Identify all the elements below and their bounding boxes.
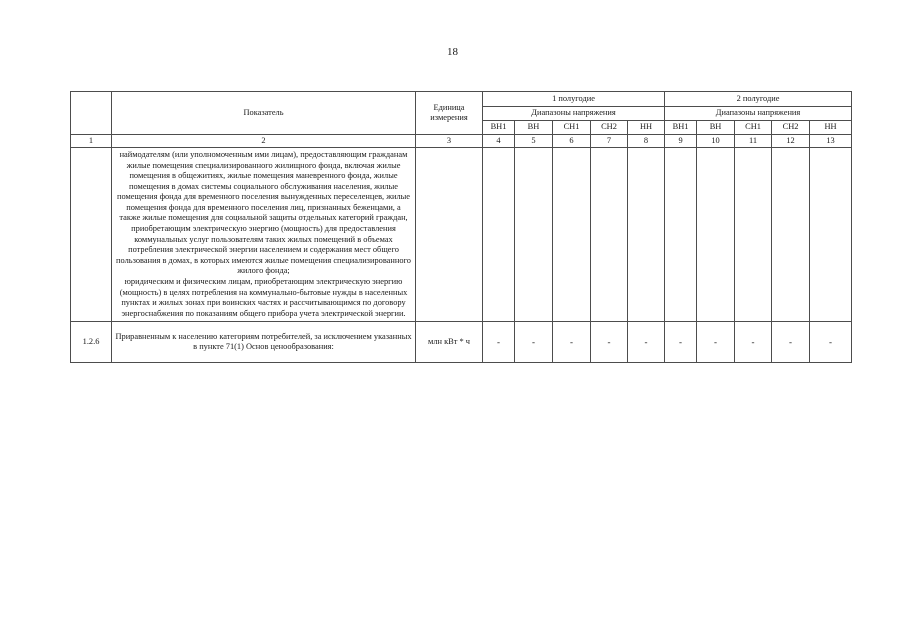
value-cell: - <box>628 322 665 363</box>
value-cell <box>810 148 852 322</box>
page-number: 18 <box>447 46 458 58</box>
column-number: 13 <box>810 135 852 148</box>
column-number: 8 <box>628 135 665 148</box>
column-number: 3 <box>416 135 483 148</box>
table-row <box>71 148 852 322</box>
data-table <box>70 91 852 363</box>
voltage-col-h1: ВН1 <box>483 121 515 135</box>
value-cell: - <box>665 322 697 363</box>
column-number: 10 <box>697 135 735 148</box>
value-cell: - <box>697 322 735 363</box>
voltage-col-h2: СН2 <box>772 121 810 135</box>
voltage-col-h2: ВН <box>697 121 735 135</box>
column-number: 7 <box>591 135 628 148</box>
voltage-col-h1: НН <box>628 121 665 135</box>
row-number <box>71 148 112 322</box>
column-number: 9 <box>665 135 697 148</box>
table-row <box>71 322 852 363</box>
description-paragraph: юридическим и физическим лицам, приобретающим электрическую энергию (мощность) в целях потребления на коммунально-бытовые нужды в населенных пунктах и жилых зонах при воинских частях и рассчитывающимся по договору энергоснабжения по показаниям общего прибора учета электрической энергии. <box>119 276 408 318</box>
voltage-col-h1: СН1 <box>553 121 591 135</box>
column-number: 5 <box>515 135 553 148</box>
column-number: 6 <box>553 135 591 148</box>
header-indicator: Показатель <box>112 92 416 135</box>
voltage-col-h1: ВН <box>515 121 553 135</box>
header-voltage-ranges-1: Диапазоны напряжения <box>483 107 665 121</box>
row-description <box>112 322 416 363</box>
row-number: 1.2.6 <box>71 322 112 363</box>
value-cell <box>665 148 697 322</box>
value-cell: - <box>591 322 628 363</box>
voltage-col-h2: ВН1 <box>665 121 697 135</box>
value-cell <box>483 148 515 322</box>
header-half1: 1 полугодие <box>483 92 665 107</box>
header-row-1 <box>71 92 852 107</box>
value-cell <box>515 148 553 322</box>
row-unit <box>416 148 483 322</box>
column-number: 12 <box>772 135 810 148</box>
value-cell <box>697 148 735 322</box>
row-unit: млн кВт * ч <box>416 322 483 363</box>
column-number: 4 <box>483 135 515 148</box>
value-cell: - <box>515 322 553 363</box>
value-cell: - <box>553 322 591 363</box>
header-unit: Единица измерения <box>416 92 483 135</box>
column-number-row <box>71 135 852 148</box>
value-cell <box>553 148 591 322</box>
column-number: 11 <box>735 135 772 148</box>
column-number: 2 <box>112 135 416 148</box>
value-cell: - <box>483 322 515 363</box>
description-paragraph: Приравненным к населению категориям потребителей, за исключением указанных в пункте 71(1) Основ ценообразования: <box>115 331 412 352</box>
column-number: 1 <box>71 135 112 148</box>
header-number-cell <box>71 92 112 135</box>
header-half2: 2 полугодие <box>665 92 852 107</box>
value-cell <box>772 148 810 322</box>
voltage-col-h2: НН <box>810 121 852 135</box>
voltage-col-h2: СН1 <box>735 121 772 135</box>
row-description <box>112 148 416 322</box>
value-cell <box>591 148 628 322</box>
voltage-col-h1: СН2 <box>591 121 628 135</box>
value-cell <box>628 148 665 322</box>
description-paragraph: наймодателям (или уполномоченным ими лицам), предоставляющим гражданам жилые помещения специализированного жилищного фонда, включая жилые помещения в общежитиях, жилые помещения маневренного фонда, жилые помещения в домах системы социального обслуживания населения, жилые помещения фонда для временного поселения вынужденных переселенцев, жилые помещения фонда для временного поселения лиц, признанных беженцами, а также жилые помещения для социальной защиты отдельных категорий граждан, приобретающим электрическую энергию (мощность) для предоставления коммунальных услуг пользователям таких жилых помещений в объемах потребления электрической энергии населением и содержания мест общего пользования в домах, в которых имеются жилые помещения специализированного жилого фонда; <box>116 150 411 276</box>
value-cell: - <box>772 322 810 363</box>
header-voltage-ranges-2: Диапазоны напряжения <box>665 107 852 121</box>
value-cell <box>735 148 772 322</box>
value-cell: - <box>810 322 852 363</box>
value-cell: - <box>735 322 772 363</box>
